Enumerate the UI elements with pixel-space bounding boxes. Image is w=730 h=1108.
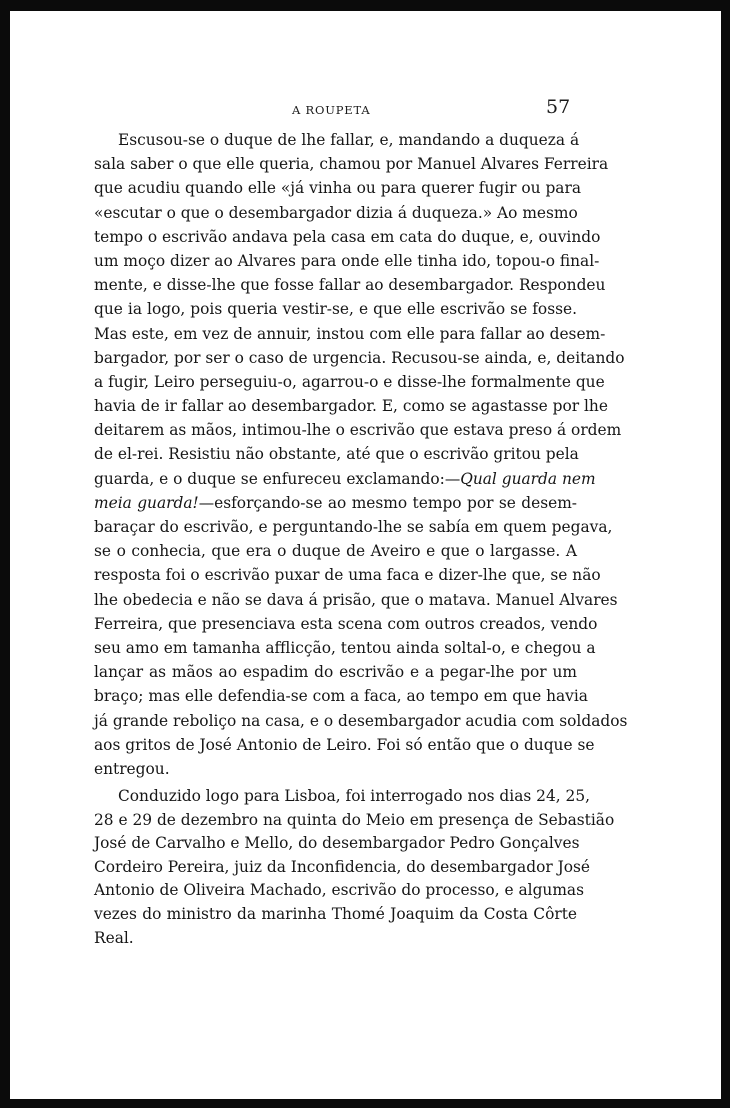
text-line: a fugir, Leiro perseguiu-o, agarrou-o e disse-lhe formalmente que [94,372,605,391]
text-line [94,491,577,515]
text-line: havia de ir fallar ao desembargador. E, como se agastasse por lhe [94,397,608,416]
text-line: 28 e 29 de dezembro na quinta do Meio em presença de Sebastião [94,810,615,829]
text-line: braço; mas elle defendia-se com a faca, ao tempo em que havia [94,687,588,706]
text-line: Real. [94,928,134,947]
text-line: deitarem as mãos, intimou-lhe o escrivão que estava preso á ordem [94,421,622,440]
running-header [0,96,730,120]
text-line: se o conhecia, que era o duque de Aveiro e que o largasse. A [94,542,577,561]
text-line: sala saber o que elle queria, chamou por Manuel Alvares Ferreira [94,155,609,174]
body-text [94,128,628,950]
italic-quote: Qual guarda nem [460,469,596,488]
paragraph [94,128,628,781]
text-line: tempo o escrivão andava pela casa em cata do duque, e, ouvindo [94,227,601,246]
paragraph [94,785,615,950]
text-line: baraçar do escrivão, e perguntando-lhe se sabía em quem pegava, [94,518,613,536]
text-line [94,467,596,491]
text-line: Conduzido logo para Lisboa, foi interrogado nos dias 24, 25, [118,787,591,806]
text-line: Ferreira, que presenciava esta scena com outros creados, vendo [94,614,598,633]
page-number: 57 [546,96,571,118]
text-line: Antonio de Oliveira Machado, escrivão do processo, e algumas [94,881,585,900]
text-line: bargador, por ser o caso de urgencia. Recusou-se ainda, e, deitando [94,348,625,367]
text-run: —esforçando-se ao mesmo tempo por se desem- [198,493,577,512]
text-line: seu amo em tamanha afflicção, tentou ainda soltal-o, e chegou a [94,638,596,657]
running-title: A ROUPETA [292,103,371,117]
text-line: de el-rei. Resistiu não obstante, até que o escrivão gritou pela [94,445,579,464]
text-line: um moço dizer ao Alvares para onde elle tinha ido, topou-o final- [94,251,600,270]
text-line: resposta foi o escrivão puxar de uma faca e dizer-lhe que, se não [94,566,601,585]
text-line: Escusou-se o duque de lhe fallar, e, mandando a duqueza á [118,131,580,149]
text-line: Cordeiro Pereira, juiz da Inconfidencia, do desembargador José [94,857,591,876]
text-line: que ia logo, pois queria vestir-se, e que elle escrivão se fosse. [94,300,577,319]
text-line: Mas este, em vez de annuir, instou com elle para fallar ao desem- [94,324,606,343]
text-run: guarda, e o duque se enfureceu exclamando:— [94,469,461,488]
text-line: entregou. [94,759,170,778]
italic-quote: meia guarda! [94,493,199,512]
text-line: vezes do ministro da marinha Thomé Joaquim da Costa Côrte [94,905,577,924]
text-line: que acudiu quando elle «já vinha ou para querer fugir ou para [94,179,582,198]
text-line: lançar as mãos ao espadim do escrivão e a pegar-lhe por um [94,663,577,682]
text-line: mente, e disse-lhe que fosse fallar ao desembargador. Respondeu [94,276,606,295]
text-line: já grande reboliço na casa, e o desembargador acudia com soldados [94,711,628,730]
text-line: José de Carvalho e Mello, do desembargador Pedro Gonçalves [94,834,580,853]
text-line: lhe obedecia e não se dava á prisão, que o matava. Manuel Alvares [94,590,618,609]
text-line: «escutar o que o desembargador dizia á duqueza.» Ao mesmo [94,203,578,222]
text-line: aos gritos de José Antonio de Leiro. Foi só então que o duque se [94,735,595,754]
